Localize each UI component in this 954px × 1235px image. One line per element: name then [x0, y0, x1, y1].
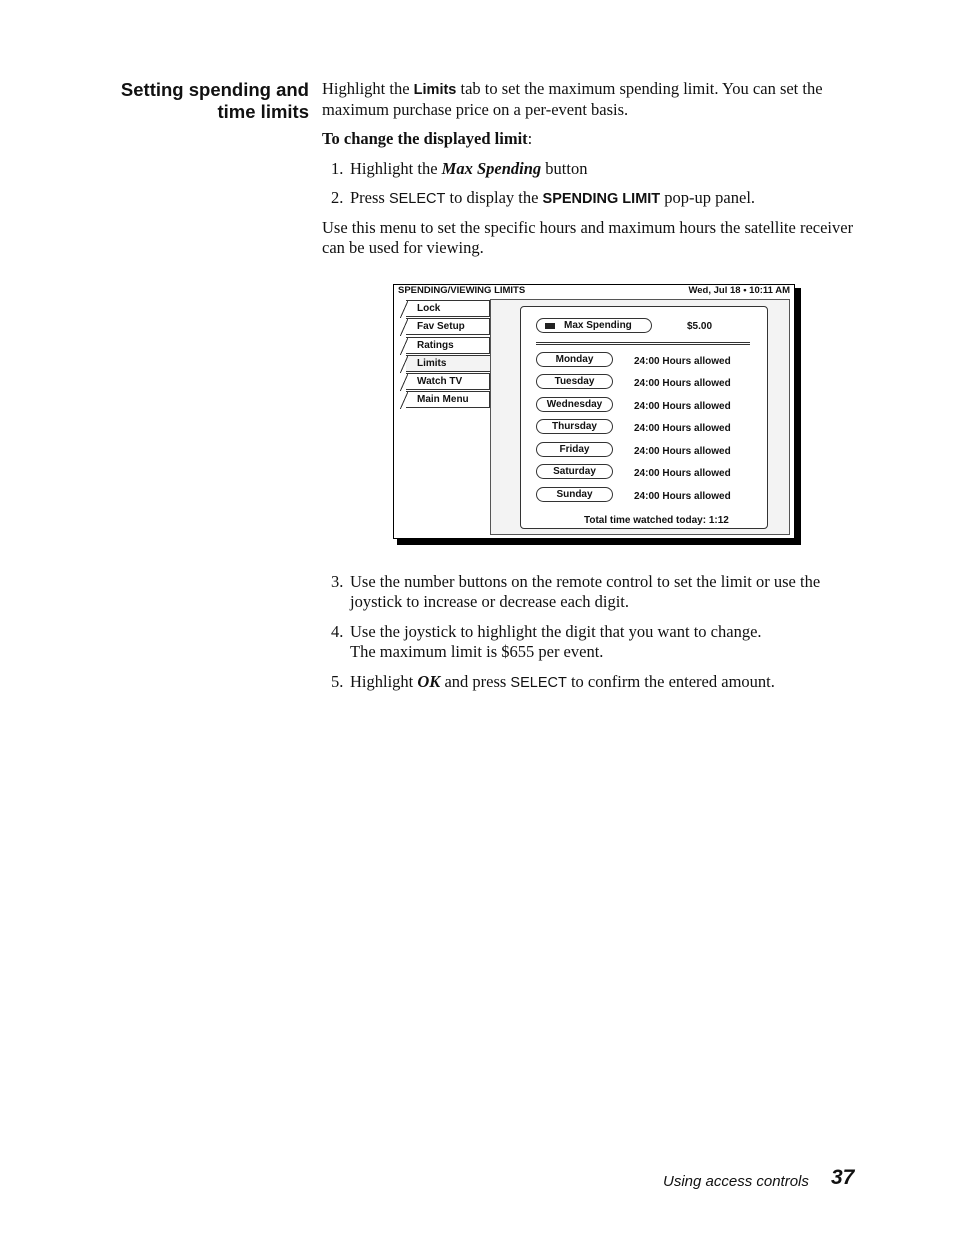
use-menu-text: Use this menu to set the specific hours and maximum hours the satellite receiver can be used for viewing. — [322, 218, 854, 257]
day-button-monday[interactable] — [536, 352, 613, 367]
step-2-mid: to display the — [445, 188, 543, 207]
day-hours: 24:00 Hours allowed — [634, 423, 731, 434]
step-3-line1: Use the number buttons on the remote control to set the limit or use the — [350, 572, 821, 591]
intro-post: tab to set the maximum spending limit. You can set the maximum purchase price on a per-event basis. — [322, 79, 823, 119]
intro-paragraph — [322, 79, 872, 120]
day-label: Saturday — [553, 466, 596, 477]
tab-fav-setup[interactable] — [406, 318, 490, 335]
use-menu-paragraph — [322, 218, 872, 258]
spending-viewing-limits-screen — [393, 284, 795, 539]
day-button-friday[interactable] — [536, 442, 613, 457]
day-button-sunday[interactable] — [536, 487, 613, 502]
day-label: Sunday — [556, 489, 593, 500]
day-hours: 24:00 Hours allowed — [634, 401, 731, 412]
step-5-post: to confirm the entered amount. — [566, 672, 775, 691]
screen-datetime: Wed, Jul 18 • 10:11 AM — [688, 285, 790, 296]
step-4-number: 4. — [331, 622, 344, 641]
step-4-line1: Use the joystick to highlight the digit that you want to change. — [350, 622, 762, 641]
max-spending-label: Max Spending — [564, 320, 632, 331]
day-hours: 24:00 Hours allowed — [634, 468, 731, 479]
max-spending-button[interactable] — [536, 318, 652, 333]
step-5-number: 5. — [331, 672, 344, 691]
step-1-post: button — [541, 159, 588, 178]
section-heading-line1: Setting spending and — [120, 79, 309, 100]
step-2-pre: Press — [350, 188, 389, 207]
step-5-mid: and press — [440, 672, 511, 691]
day-label: Thursday — [551, 421, 597, 432]
total-time-watched: Total time watched today: 1:12 — [584, 515, 729, 526]
step-1-emphasis: Max Spending — [441, 159, 542, 178]
day-button-wednesday[interactable] — [536, 397, 613, 412]
tab-limits[interactable] — [406, 355, 490, 372]
day-label: Tuesday — [554, 376, 595, 387]
step-2-number: 2. — [331, 188, 344, 207]
tab-main-menu[interactable] — [406, 391, 490, 408]
intro-tab-name: Limits — [413, 82, 457, 98]
step-2-post: pop-up panel. — [660, 188, 756, 207]
day-hours: 24:00 Hours allowed — [634, 356, 731, 367]
page-number: 37 — [831, 1166, 855, 1189]
max-spending-value: $5.00 — [687, 321, 713, 332]
tab-lock-label: Lock — [417, 303, 441, 314]
intro-pre: Highlight the — [322, 79, 414, 98]
day-label: Monday — [555, 354, 594, 365]
tab-watch-tv[interactable] — [406, 373, 490, 390]
change-title-colon: : — [527, 129, 533, 148]
step-5-pre: Highlight — [350, 672, 418, 691]
change-title-text: To change the displayed limit — [322, 129, 528, 148]
tab-fav-setup-label: Fav Setup — [417, 321, 465, 332]
step-5-key: SELECT — [510, 675, 567, 691]
tab-lock[interactable] — [406, 300, 490, 317]
tab-main-menu-label: Main Menu — [417, 394, 469, 405]
tab-ratings-label: Ratings — [417, 340, 454, 351]
day-button-thursday[interactable] — [536, 419, 613, 434]
step-5-emphasis: OK — [417, 672, 441, 691]
screen-title: SPENDING/VIEWING LIMITS — [398, 285, 526, 296]
tab-limits-label: Limits — [417, 358, 447, 369]
day-hours: 24:00 Hours allowed — [634, 378, 731, 389]
day-label: Wednesday — [546, 399, 603, 410]
section-heading — [100, 79, 309, 123]
step-4-line2: The maximum limit is $655 per event. — [350, 642, 604, 661]
tab-watch-tv-label: Watch TV — [417, 376, 463, 387]
day-button-tuesday[interactable] — [536, 374, 613, 389]
day-hours: 24:00 Hours allowed — [634, 491, 731, 502]
footer-section-title: Using access controls — [663, 1173, 809, 1190]
tab-ratings[interactable] — [406, 337, 490, 354]
section-heading-line2: time limits — [217, 101, 309, 122]
day-label: Friday — [559, 444, 590, 455]
step-3-number: 3. — [331, 572, 344, 591]
step-1-pre: Highlight the — [350, 159, 442, 178]
step-2-panel-name: SPENDING LIMIT — [542, 191, 661, 207]
step-3-line2: joystick to increase or decrease each digit. — [350, 592, 630, 611]
day-hours: 24:00 Hours allowed — [634, 446, 731, 457]
selected-marker-icon — [545, 323, 555, 329]
step-1-number: 1. — [331, 159, 344, 178]
day-button-saturday[interactable] — [536, 464, 613, 479]
step-2-key: SELECT — [388, 191, 446, 207]
divider-line — [536, 342, 750, 345]
change-limit-title — [322, 129, 872, 149]
